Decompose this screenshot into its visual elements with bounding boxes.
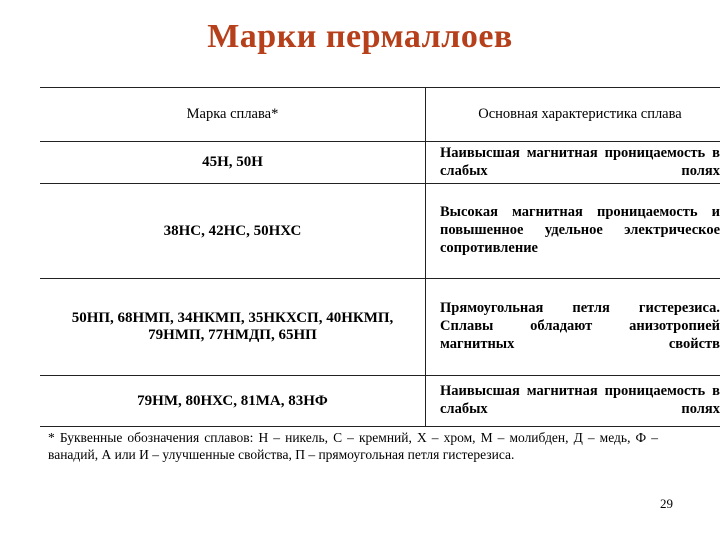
table-header-row <box>40 88 720 142</box>
alloy-grade-cell: 45Н, 50Н <box>40 142 426 184</box>
page-title: Марки пермаллоев <box>207 18 513 55</box>
alloy-grade-cell: 50НП, 68НМП, 34НКМП, 35НКХСП, 40НКМП, 79НМП, 77НМДП, 65НП <box>40 279 426 376</box>
table-row <box>40 142 720 184</box>
alloy-table <box>40 87 720 427</box>
header-property: Основная характеристика сплава <box>426 88 720 142</box>
alloy-property-cell: Высокая магнитная проницаемость и повышенное удельное электрическое сопротивление <box>426 184 720 279</box>
alloy-property-cell: Наивысшая магнитная проницаемость в слабых полях <box>426 142 720 184</box>
alloy-property-cell: Прямоугольная петля гистерезиса. Сплавы обладают анизотропией магнитных свойств <box>426 279 720 376</box>
page-number: 29 <box>660 496 673 511</box>
alloy-grade-cell: 79НМ, 80НХС, 81МА, 83НФ <box>40 376 426 427</box>
header-grade: Марка сплава* <box>40 88 426 142</box>
alloy-property-cell: Наивысшая магнитная проницаемость в слабых полях <box>426 376 720 427</box>
table-row <box>40 279 720 376</box>
table-row <box>40 184 720 279</box>
table-row <box>40 376 720 427</box>
footnote: * Буквенные обозначения сплавов: Н – никель, С – кремний, Х – хром, М – молибден, Д – медь, Ф – ванадий, А или И – улучшенные свойства, П – прямоугольная петля гистерезиса. <box>48 430 658 463</box>
alloy-grade-cell: 38НС, 42НС, 50НХС <box>40 184 426 279</box>
